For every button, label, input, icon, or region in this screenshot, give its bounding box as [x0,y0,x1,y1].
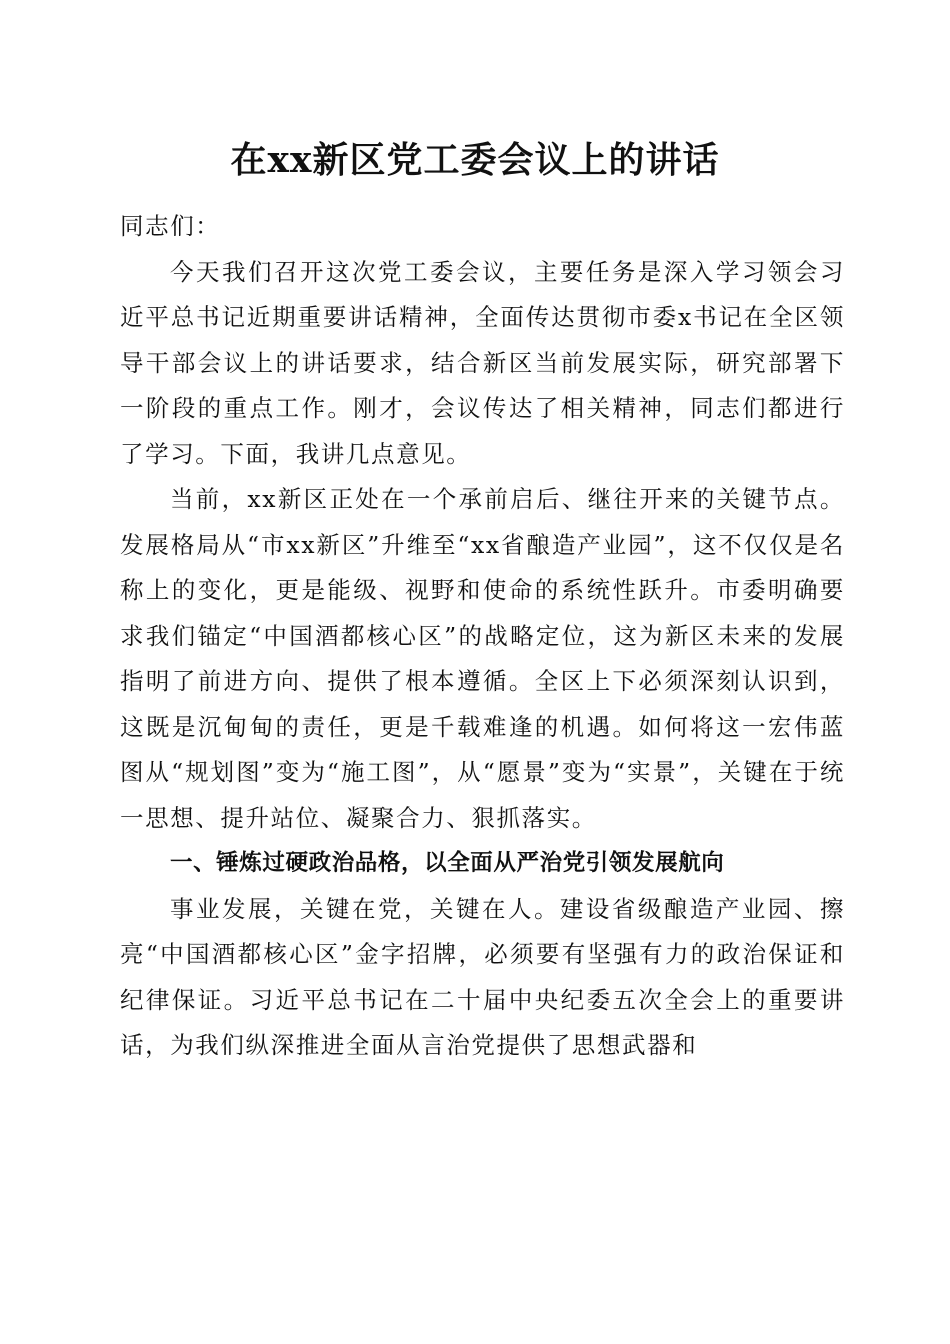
salutation: 同志们： [120,212,221,240]
document-body [120,204,845,1069]
paragraph-intro: 今天我们召开这次党工委会议，主要任务是深入学习领会习近平总书记近期重要讲话精神，全面传达贯彻市委x书记在全区领导干部会议上的讲话要求，结合新区当前发展实际，研究部署下一阶段的重点工作。刚才，会议传达了相关精神，同志们都进行了学习。下面，我讲几点意见。 [120,257,845,468]
paragraph-context: 当前，xx新区正处在一个承前启后、继往开来的关键节点。发展格局从“市xx新区”升维至“xx省酿造产业园”，这不仅仅是名称上的变化，更是能级、视野和使命的系统性跃升。市委明确要求我们锚定“中国酒都核心区”的战略定位，这为新区未来的发展指明了前进方向、提供了根本遵循。全区上下必须深刻认识到，这既是沉甸甸的责任，更是千载难逢的机遇。如何将这一宏伟蓝图从“规划图”变为“施工图”，从“愿景”变为“实景”，关键在于统一思想、提升站位、凝聚合力、狠抓落实。 [120,485,845,832]
section-heading: 一、锤炼过硬政治品格，以全面从严治党引领发展航向 [170,850,725,876]
document-title: 在xx新区党工委会议上的讲话 [230,139,720,181]
paragraph-section-one: 事业发展，关键在党，关键在人。建设省级酿造产业园、擦亮“中国酒都核心区”金字招牌，必须要有坚强有力的政治保证和纪律保证。习近平总书记在二十届中央纪委五次全会上的重要讲话，为我们纵深推进全面从言治党提供了思想武器和 [120,894,845,1059]
